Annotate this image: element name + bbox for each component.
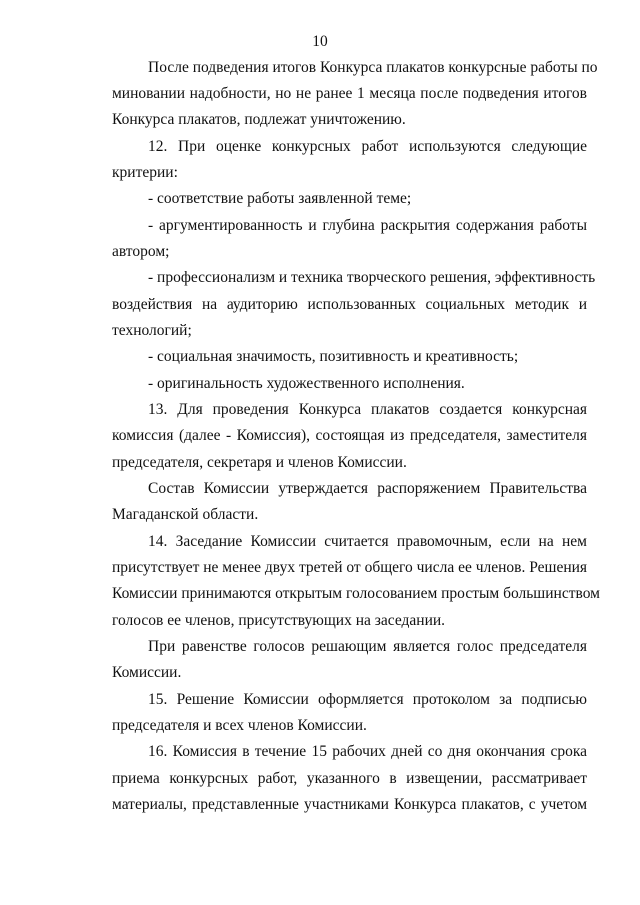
text-line: 13. Для проведения Конкурса плакатов создается конкурсная xyxy=(148,401,587,418)
page-number: 10 xyxy=(312,33,328,50)
text-line: При равенстве голосов решающим является голос председателя xyxy=(148,638,587,655)
text-line: автором; xyxy=(112,243,170,260)
text-line: - аргументированность и глубина раскрытия содержания работы xyxy=(148,217,587,234)
text-line: После подведения итогов Конкурса плакатов конкурсные работы по xyxy=(148,59,598,76)
text-line: технологий; xyxy=(112,322,192,339)
text-line: 12. При оценке конкурсных работ используются следующие xyxy=(148,138,587,155)
text-line: Конкурса плакатов, подлежат уничтожению. xyxy=(112,111,406,128)
text-line: - социальная значимость, позитивность и креативность; xyxy=(148,348,519,365)
text-line: Состав Комиссии утверждается распоряжением Правительства xyxy=(148,480,587,497)
text-line: Магаданской области. xyxy=(112,506,259,523)
text-line: Комиссии. xyxy=(112,664,182,681)
text-line: 15. Решение Комиссии оформляется протоколом за подписью xyxy=(148,691,587,708)
text-line: присутствует не менее двух третей от общего числа ее членов. Решения xyxy=(112,559,588,576)
text-line: приема конкурсных работ, указанного в извещении, рассматривает xyxy=(112,770,587,787)
text-line: материалы, представленные участниками Конкурса плакатов, с учетом xyxy=(112,796,587,813)
text-line: - оригинальность художественного исполнения. xyxy=(148,375,465,392)
text-line: голосов ее членов, присутствующих на заседании. xyxy=(112,612,446,629)
text-line: миновании надобности, но не ранее 1 месяца после подведения итогов xyxy=(112,85,587,102)
text-line: Комиссии принимаются открытым голосованием простым большинством xyxy=(112,585,600,602)
text-line: воздействия на аудиторию использованных социальных методик и xyxy=(112,296,587,313)
text-line: комиссия (далее - Комиссия), состоящая из председателя, заместителя xyxy=(112,427,587,444)
text-line: - профессионализм и техника творческого решения, эффективность xyxy=(148,269,596,286)
text-line: критерии: xyxy=(112,164,178,181)
text-line: председателя, секретаря и членов Комиссии. xyxy=(112,454,407,471)
text-line: председателя и всех членов Комиссии. xyxy=(112,717,367,734)
text-line: - соответствие работы заявленной теме; xyxy=(148,190,412,207)
text-line: 14. Заседание Комиссии считается правомочным, если на нем xyxy=(148,533,587,550)
text-line: 16. Комиссия в течение 15 рабочих дней со дня окончания срока xyxy=(148,743,587,760)
